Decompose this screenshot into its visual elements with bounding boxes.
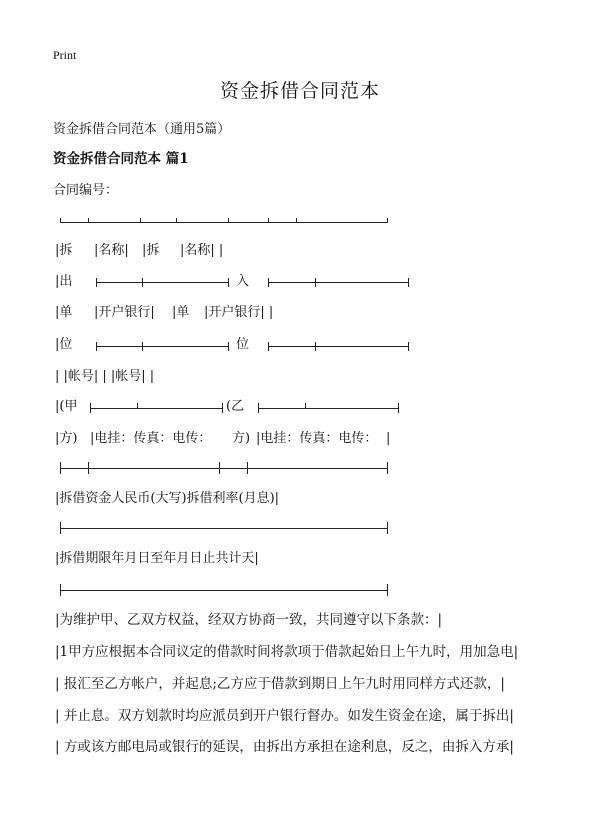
paragraph: | 报汇至乙方帐户，并起息;乙方应于借款到期日上午九时用同样方式还款，|	[55, 676, 505, 692]
section-title: 资金拆借合同范本 篇1	[53, 151, 189, 167]
contract-number-label: 合同编号：	[53, 183, 119, 198]
paragraph: |为维护甲、乙双方权益，经双方协商一致，共同遵守以下条款：|	[55, 612, 443, 628]
paragraph: | 并止息。双方划款时均应派员到开户银行督办。如发生资金在途，属于拆出|	[55, 708, 514, 724]
document-title: 资金拆借合同范本	[219, 80, 380, 102]
paragraph: | 方或该方邮电局或银行的延误，由拆出方承担在途利息，反之，由拆入方承|	[55, 739, 514, 755]
paragraph: |1甲方应根据本合同议定的借款时间将款项于借款起始日上午九时，用加急电|	[55, 644, 519, 660]
document-subtitle: 资金拆借合同范本（通用5篇）	[53, 122, 231, 137]
print-label: Print	[53, 48, 77, 62]
